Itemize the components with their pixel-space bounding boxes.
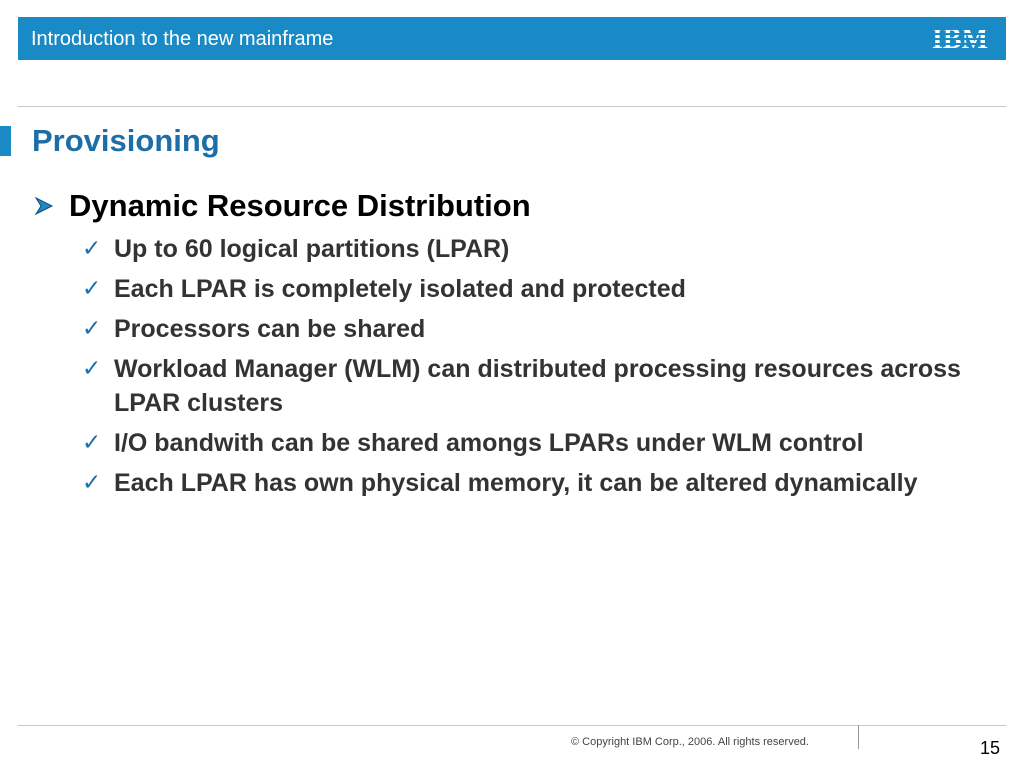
title-marker: [0, 126, 11, 156]
main-bullet: [34, 187, 531, 225]
main-bullet-text: Dynamic Resource Distribution: [69, 188, 531, 223]
sub-bullet-list: [82, 232, 1002, 506]
sub-bullet-text: Each LPAR is completely isolated and protected: [114, 275, 686, 303]
check-icon: ✓: [82, 236, 102, 262]
arrow-bullet-icon: [34, 196, 54, 216]
header-title: Introduction to the new mainframe: [31, 28, 334, 50]
check-icon: ✓: [82, 430, 102, 456]
sub-bullet-item: [82, 272, 1002, 306]
top-rule: [18, 106, 1006, 107]
sub-bullet-text: Up to 60 logical partitions (LPAR): [114, 235, 510, 263]
sub-bullet-text: Each LPAR has own physical memory, it can be altered dynamically: [114, 469, 918, 497]
copyright-text: © Copyright IBM Corp., 2006. All rights reserved.: [571, 736, 809, 748]
check-icon: ✓: [82, 470, 102, 496]
sub-bullet-text: Workload Manager (WLM) can distributed processing resources across LPAR clusters: [114, 355, 961, 417]
sub-bullet-item: [82, 352, 1002, 420]
check-icon: ✓: [82, 356, 102, 382]
sub-bullet-item: [82, 312, 1002, 346]
header-bar: [18, 17, 1006, 60]
sub-bullet-item: [82, 232, 1002, 266]
slide-title: Provisioning: [32, 123, 220, 158]
sub-bullet-text: I/O bandwith can be shared amongs LPARs under WLM control: [114, 429, 864, 457]
page-number: 15: [979, 738, 1000, 758]
sub-bullet-item: [82, 426, 1002, 460]
footer-divider: [858, 725, 859, 749]
check-icon: ✓: [82, 316, 102, 342]
sub-bullet-text: Processors can be shared: [114, 315, 426, 343]
ibm-logo-icon: [927, 24, 993, 53]
sub-bullet-item: [82, 466, 1002, 500]
check-icon: ✓: [82, 276, 102, 302]
